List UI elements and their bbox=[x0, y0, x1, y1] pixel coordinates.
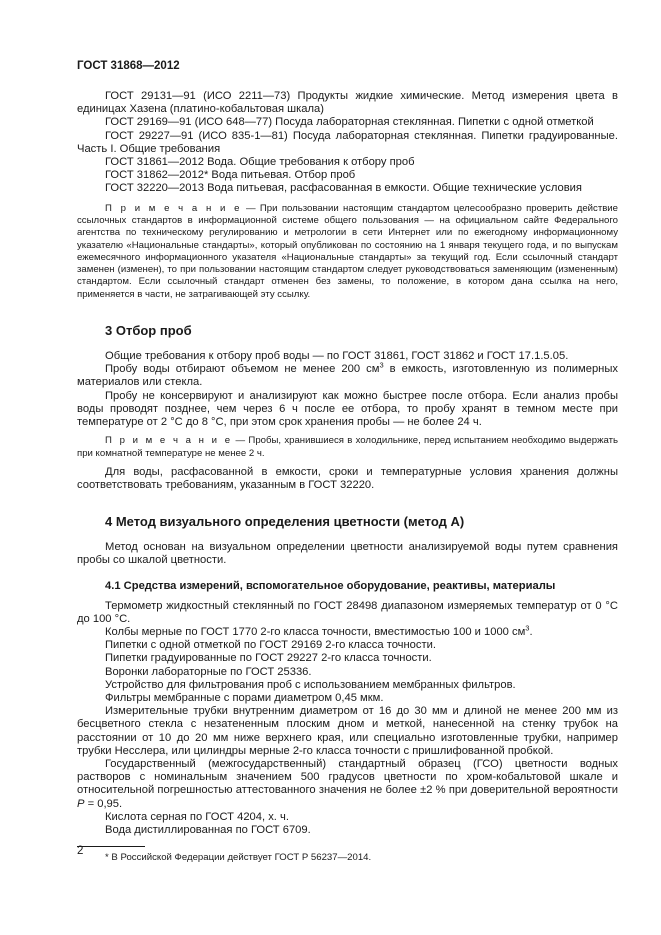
list-item: Кислота серная по ГОСТ 4204, х. ч. bbox=[105, 810, 289, 823]
paragraph bbox=[77, 360, 618, 389]
note-label: П р и м е ч а н и е bbox=[105, 435, 233, 447]
reference-item: ГОСТ 31861—2012 Вода. Общие требования к отбору проб bbox=[105, 156, 415, 169]
list-item: Устройство для фильтрования проб с использованием мембранных фильтров. bbox=[105, 678, 516, 691]
note-text: — При пользовании настоящим стандартом целесообразно проверить действие ссылочных стандартов в информационной системе общего пользования — на официальном сайте Федерального агентства по техническому регулированию и метрологии в сети Интернет или по ежегодному информационному указателю «Национальные стандарты», который опубликован по состоянию на 1 января текущего года, и по выпускам ежемесячного информационного указателя «Национальные стандарты» за текущий год. Если ссылочный стандарт заменен (изменен), то при пользовании настоящим стандартом следует руководствоваться заменяющим (измененным) стандартом. Если ссылочный стандарт отменен без замены, то положение, в котором дана ссылка на него, применяется в части, не затрагивающей эту ссылку. bbox=[77, 202, 618, 300]
note-label: П р и м е ч а н и е bbox=[105, 202, 242, 214]
reference-item: ГОСТ 29227—91 (ИСО 835-1—81) Посуда лабораторная стеклянная. Пипетки градуированные. Часть I. Общие требования bbox=[77, 129, 618, 155]
list-item: Термометр жидкостный стеклянный по ГОСТ 28498 диапазоном измеряемых температур от 0 °С до 100 °С. bbox=[77, 599, 618, 625]
text-run: в емкость, изготовленную из полимерных материалов или стекла. bbox=[77, 363, 618, 389]
normative-references-list bbox=[77, 90, 618, 196]
text-run: = 0,95. bbox=[84, 797, 123, 810]
paragraph: Для воды, расфасованной в емкости, сроки и температурные условия хранения должны соответствовать требованиям, указанным в ГОСТ 32220. bbox=[77, 465, 618, 492]
equipment-list bbox=[77, 600, 618, 838]
list-item bbox=[77, 758, 618, 811]
section-4-heading: 4 Метод визуального определения цветности (метод А) bbox=[105, 514, 465, 530]
paragraph: Пробу не консервируют и анализируют как можно быстрее после отбора. Если анализ пробы воды проводят позднее, чем через 6 ч после ее отбора, то пробу хранят в темном месте при температуре от 2 °С до 8 °С, при этом срок хранения пробы — не более 24 ч. bbox=[77, 389, 618, 429]
note-text: — Пробы, хранившиеся в холодильнике, перед испытанием необходимо выдержать при комнатной температуре не менее 2 ч. bbox=[77, 435, 619, 459]
superscript: 3 bbox=[379, 360, 384, 370]
reference-item: ГОСТ 29131—91 (ИСО 2211—73) Продукты жидкие химические. Метод измерения цвета в единицах Хазена (платино-кобальтовая шкала) bbox=[77, 90, 618, 116]
footnote-divider bbox=[77, 846, 145, 847]
storage-note bbox=[77, 435, 618, 460]
paragraph: Метод основан на визуальном определении цветности анализируемой воды путем сравнения пробы со шкалой цветности. bbox=[77, 541, 618, 567]
subsection-4-1-heading: 4.1 Средства измерений, вспомогательное оборудование, реактивы, материалы bbox=[105, 579, 556, 592]
list-item bbox=[77, 623, 618, 639]
reference-item: ГОСТ 29169—91 (ИСО 648—77) Посуда лабораторная стеклянная. Пипетки с одной отметкой bbox=[105, 116, 594, 129]
text-run: Колбы мерные по ГОСТ 1770 2-го класса точности, вместимостью 100 и 1000 см bbox=[105, 626, 526, 639]
paragraph: Общие требования к отбору проб воды — по ГОСТ 31861, ГОСТ 31862 и ГОСТ 17.1.5.05. bbox=[105, 350, 569, 362]
list-item: Измерительные трубки внутренним диаметром от 16 до 30 мм и длиной не менее 200 мм из бесцветного стекла с незатененным плоским дном и меткой, нанесенной на стенку трубок на расстоянии от 10 до 20 мм ниже верхнего края, или специально изготовленные трубки, например трубки Несслера, или цилиндры мерные 2-го класса точности с пришлифованной пробкой. bbox=[77, 705, 618, 757]
text-run: Государственный (межгосударственный) стандартный образец (ГСО) цветности водных растворов с номинальным значением 500 градусов цветности по хром-кобальтовой шкале и относительной погрешностью аттестованного значения не более ±2 % при доверительной вероятности bbox=[77, 758, 618, 797]
running-header: ГОСТ 31868—2012 bbox=[77, 60, 180, 72]
superscript: 3 bbox=[525, 623, 530, 633]
section-3-heading: 3 Отбор проб bbox=[105, 323, 192, 338]
italic-symbol: P bbox=[77, 797, 85, 810]
text-run: Пробу воды отбирают объемом не менее 200 см bbox=[105, 363, 380, 376]
reference-item: ГОСТ 32220—2013 Вода питьевая, расфасованная в емкости. Общие технические условия bbox=[105, 182, 582, 195]
list-item: Вода дистиллированная по ГОСТ 6709. bbox=[105, 824, 311, 837]
page-body bbox=[77, 90, 618, 864]
list-item: Фильтры мембранные с порами диаметром 0,45 мкм. bbox=[105, 692, 384, 705]
list-item: Воронки лабораторные по ГОСТ 25336. bbox=[105, 665, 312, 678]
footnote: * В Российской Федерации действует ГОСТ Р 56237—2014. bbox=[105, 852, 372, 864]
list-item: Пипетки градуированные по ГОСТ 29227 2-го класса точности. bbox=[105, 652, 432, 665]
references-note bbox=[77, 203, 618, 301]
list-item: Пипетки с одной отметкой по ГОСТ 29169 2-го класса точности. bbox=[105, 639, 436, 652]
text-run: . bbox=[529, 626, 533, 639]
reference-item: ГОСТ 31862—2012* Вода питьевая. Отбор проб bbox=[105, 169, 356, 182]
page-number: 2 bbox=[77, 845, 84, 857]
